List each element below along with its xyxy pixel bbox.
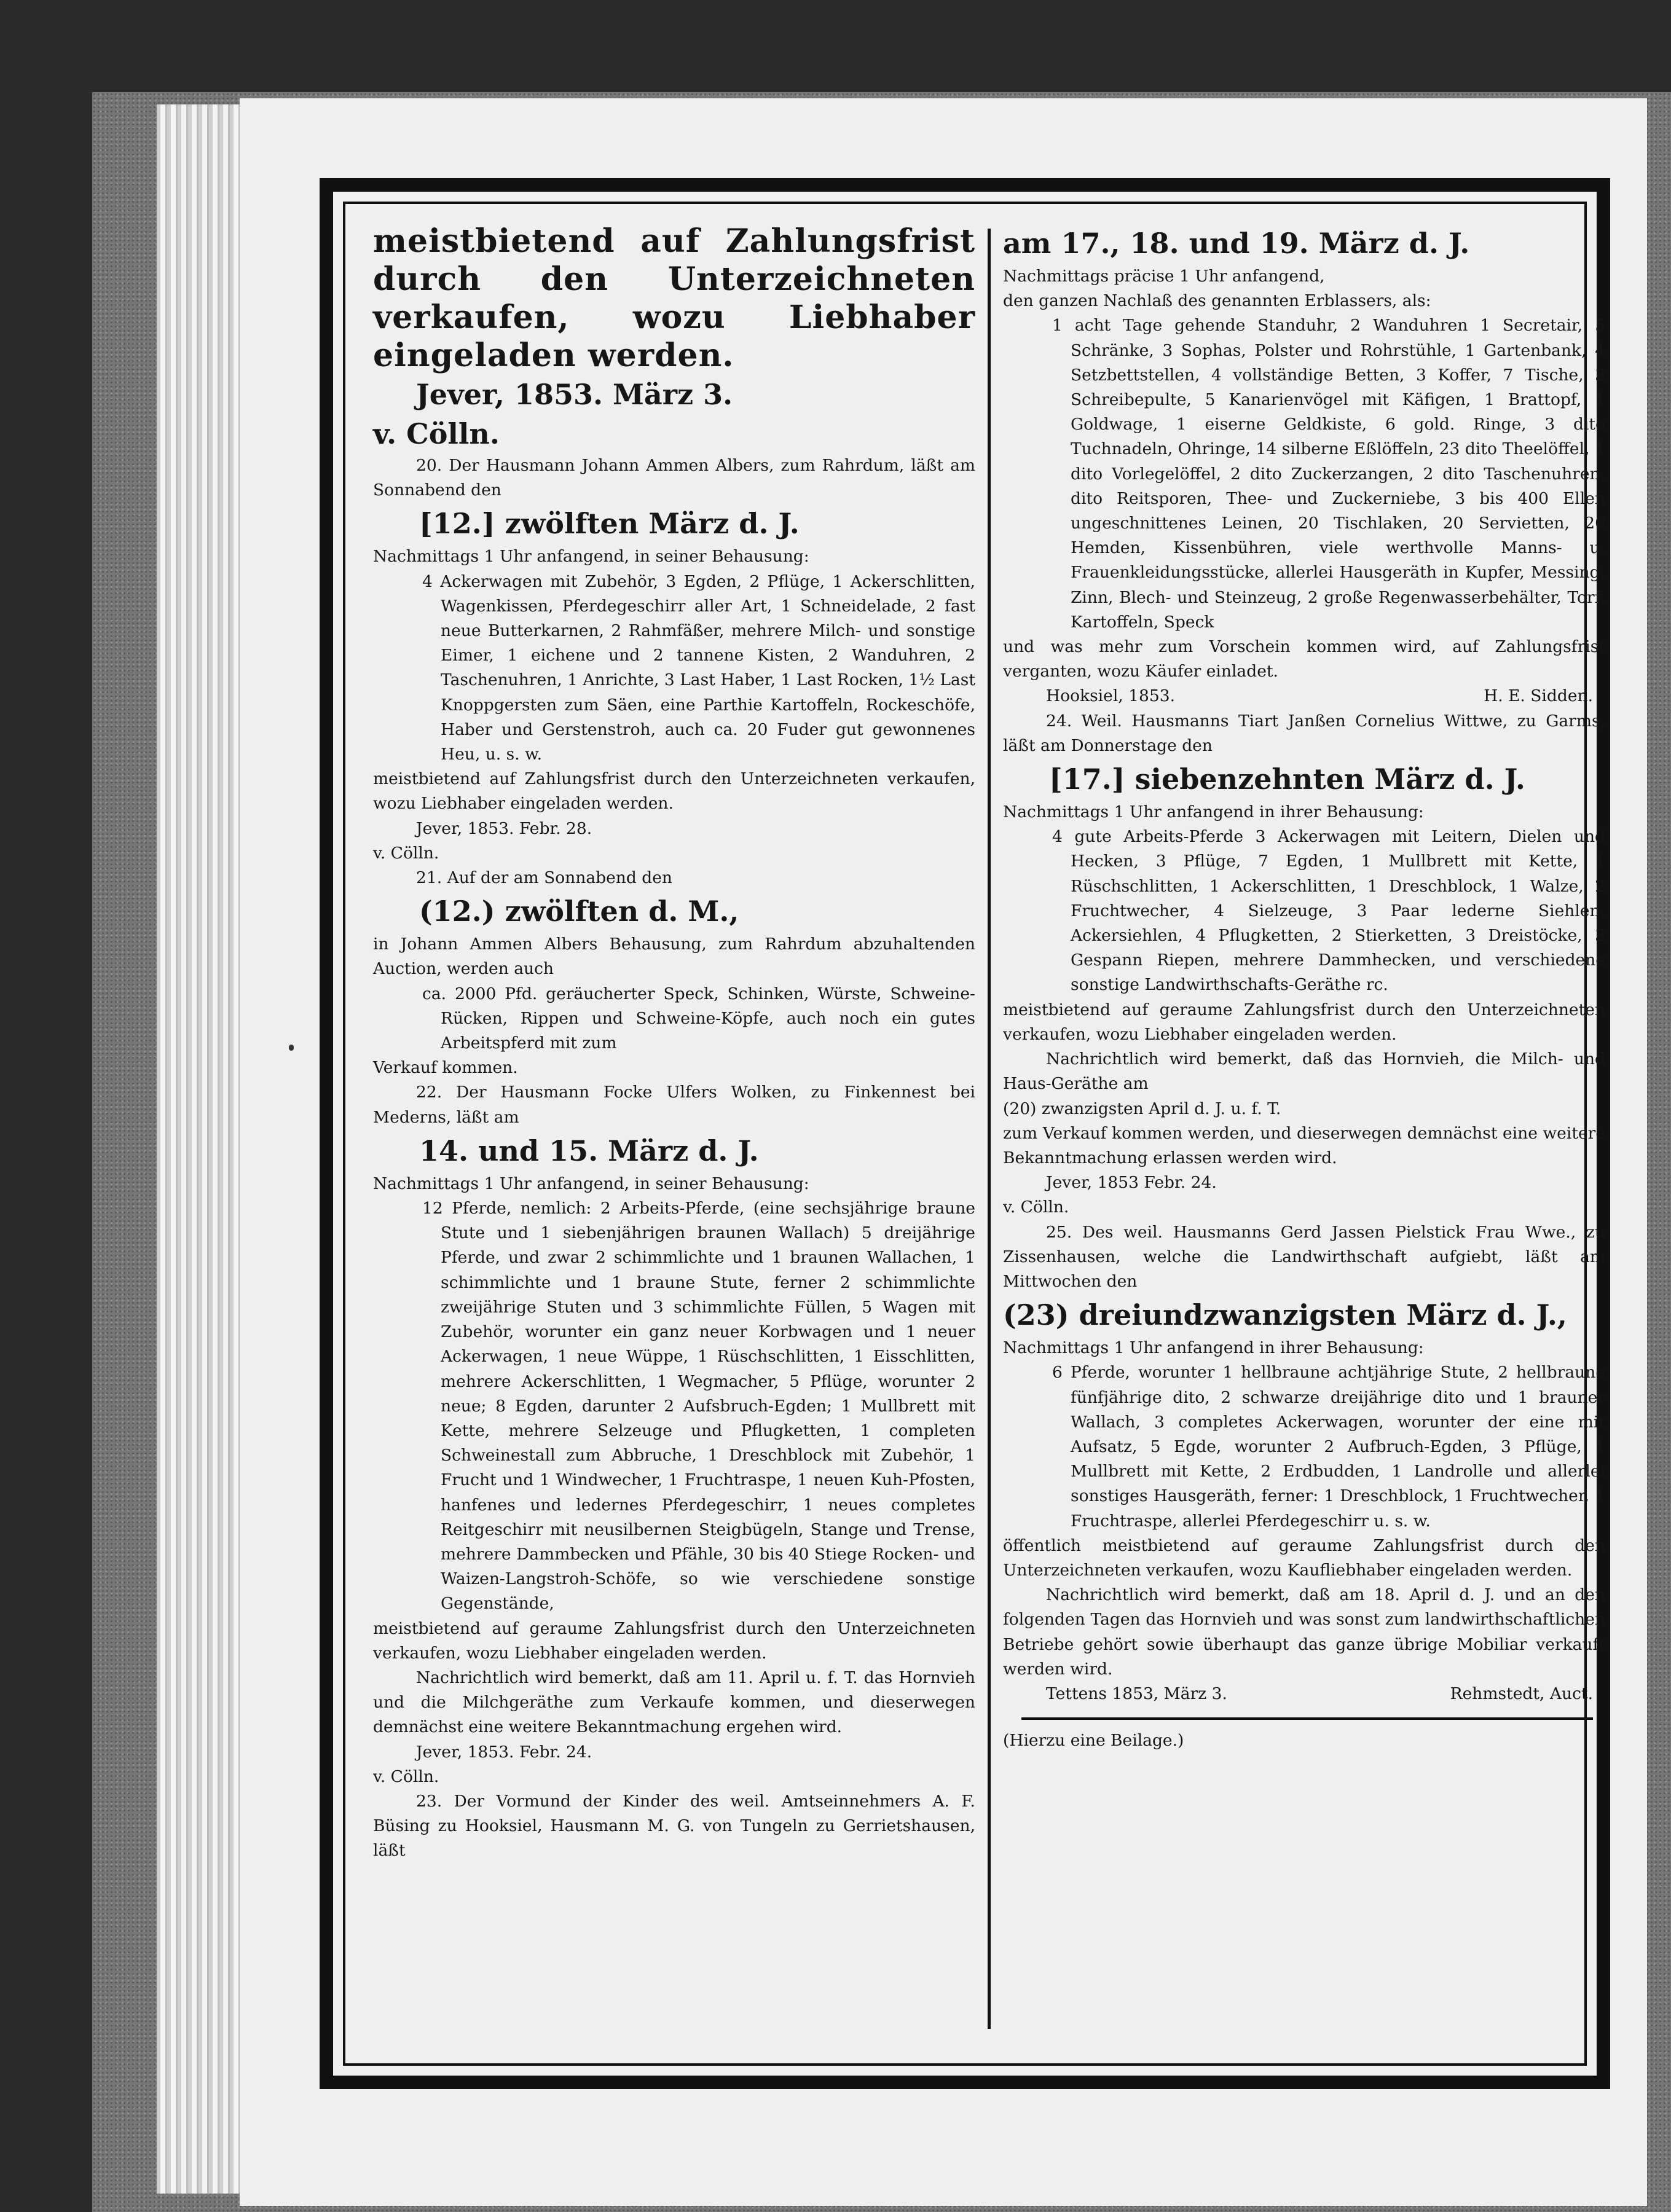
notice-25-note: Nachrichtlich wird bemerkt, daß am 18. April d. J. und an den folgenden Tagen das Hornvieh und was sonst zum landwirthschaftlichen Betriebe gehört sowie überhaupt das ganze übrige Mobiliar verkauft werden wird. bbox=[1003, 1585, 1605, 1679]
notice-25-intro: 25. Des weil. Hausmanns Gerd Jassen Pielstick Frau Wwe., zu Zissenhausen, welche die Landwirthschaft aufgiebt, läßt am Mittwochen den bbox=[1003, 1222, 1605, 1291]
notice-23-date: am 17., 18. und 19. März d. J. bbox=[1003, 227, 1470, 260]
footer-rule bbox=[1021, 1717, 1593, 1720]
notice-25-time: Nachmittags 1 Uhr anfangend in ihrer Behausung: bbox=[1003, 1338, 1424, 1358]
notice-frame bbox=[320, 178, 1610, 2089]
notice-21-items: ca. 2000 Pfd. geräucherter Speck, Schinken, Würste, Schweine-Rücken, Rippen und Schweine-Köpfe, auch noch ein gutes Arbeitspferd mit zum bbox=[422, 984, 975, 1053]
notice-22-date: 14. und 15. März d. J. bbox=[419, 1134, 759, 1167]
notice-20-place: Jever, 1853. Febr. 28. bbox=[416, 818, 592, 838]
notice-23-intro: 23. Der Vormund der Kinder des weil. Amtseinnehmers A. F. Büsing zu Hooksiel, Hausmann M. G. von Tungeln zu Gerrietshausen, läßt bbox=[373, 1791, 975, 1861]
left-column bbox=[373, 222, 975, 1864]
notice-22-intro: 22. Der Hausmann Focke Ulfers Wolken, zu Finkennest bei Mederns, läßt am bbox=[373, 1083, 975, 1127]
notice-22-end: meistbietend auf geraume Zahlungsfrist durch den Unterzeichneten verkaufen, wozu Liebhaber eingeladen werden. bbox=[373, 1618, 975, 1663]
notice-23-end: und was mehr zum Vorschein kommen wird, auf Zahlungsfrist verganten, wozu Käufer einladet. bbox=[1003, 637, 1605, 681]
notice-21-end: Verkauf kommen. bbox=[373, 1058, 518, 1078]
date-line: Jever, 1853. März 3. bbox=[416, 378, 733, 411]
notice-21-date: (12.) zwölften d. M., bbox=[419, 895, 739, 928]
notice-24-sign: v. Cölln. bbox=[1003, 1198, 1069, 1217]
column-divider bbox=[988, 229, 991, 2029]
notice-24-items: 4 gute Arbeits-Pferde 3 Ackerwagen mit Leitern, Dielen und Hecken, 3 Pflüge, 7 Egden, 1 Mullbrett mit Kette, 1 Rüschschlitten, 1 Ackerschlitten, 1 Dreschblock, 1 Walze, 2 Fruchtwecher, 4 Sielzeuge, 3 Paar lederne Siehlen, Ackersiehlen, 4 Pflugketten, 2 Stierketten, 3 Dreistöcke, 3 Gespann Riepen, mehrere Dammhecken, und verschiedene sonstige Landwirthschafts-Geräthe rc. bbox=[1052, 827, 1605, 995]
notice-22-time: Nachmittags 1 Uhr anfangend, in seiner Behausung: bbox=[373, 1174, 809, 1193]
notice-23-signoff bbox=[1003, 684, 1605, 708]
signature: v. Cölln. bbox=[373, 417, 500, 450]
notice-24-date: [17.] siebenzehnten März d. J. bbox=[1049, 763, 1525, 796]
notice-25-signoff bbox=[1003, 1682, 1605, 1706]
notice-24-place: Jever, 1853 Febr. 24. bbox=[1046, 1173, 1217, 1193]
notice-25-sign: Rehmstedt, Auct. bbox=[1450, 1684, 1593, 1703]
notice-20-end: meistbietend auf Zahlungsfrist durch den Unterzeichneten verkaufen, wozu Liebhaber eingeladen werden. bbox=[373, 769, 975, 814]
ink-spot bbox=[289, 1045, 294, 1051]
notice-23-text: den ganzen Nachlaß des genannten Erblassers, als: bbox=[1003, 291, 1431, 311]
footer-note: (Hierzu eine Beilage.) bbox=[1003, 1731, 1184, 1751]
notice-24-end: meistbietend auf geraume Zahlungsfrist durch den Unterzeichneten verkaufen, wozu Liebhaber eingeladen werden. bbox=[1003, 1000, 1605, 1044]
notice-23-items: 1 acht Tage gehende Standuhr, 2 Wanduhren 1 Secretair, 5 Schränke, 3 Sophas, Polster und Rohrstühle, 1 Gartenbank, 4 Setzbettstellen, 4 vollständige Betten, 3 Koffer, 7 Tische, 3 Schreibepulte, 5 Kanarienvögel mit Käfigen, 1 Brattopf, 1 Goldwage, 1 eiserne Geldkiste, 6 gold. Ringe, 3 dito Tuchnadeln, Ohringe, 14 silberne Eßlöffeln, 23 dito Theelöffel, 1 dito Vorlegelöffel, 2 dito Zuckerzangen, 2 dito Taschenuhren, dito Reitsporen, Thee- und Zuckerniebe, 3 bis 400 Ellen ungeschnittenes Leinen, 20 Tischlaken, 20 Servietten, 20 Hemden, Kissenbühren, viele werthvolle Manns- u. Frauenkleidungsstücke, allerlei Hausgeräth in Kupfer, Messing, Zinn, Blech- und Steinzeug, 2 große Regenwasserbehälter, Torf, Kartoffeln, Speck bbox=[1052, 316, 1605, 632]
notice-24-note: Nachrichtlich wird bemerkt, daß das Hornvieh, die Milch- und Haus-Geräthe am bbox=[1003, 1049, 1605, 1094]
notice-22-place: Jever, 1853. Febr. 24. bbox=[416, 1742, 592, 1762]
notice-22-sign: v. Cölln. bbox=[373, 1767, 439, 1786]
notice-24-note-end: zum Verkauf kommen werden, und dieserwegen demnächst eine weitere Bekanntmachung erlassen werden wird. bbox=[1003, 1123, 1605, 1167]
notice-25-end: öffentlich meistbietend auf geraume Zahlungsfrist durch den Unterzeichneten verkaufen, wozu Kaufliebhaber eingeladen werden. bbox=[1003, 1535, 1605, 1580]
notice-24-note-date: (20) zwanzigsten April d. J. u. f. T. bbox=[1003, 1099, 1281, 1118]
notice-20-sign: v. Cölln. bbox=[373, 843, 439, 863]
notice-20-intro: 20. Der Hausmann Johann Ammen Albers, zum Rahrdum, läßt am Sonnabend den bbox=[373, 456, 975, 500]
notice-inner-border bbox=[343, 202, 1605, 2066]
notice-22-note: Nachrichtlich wird bemerkt, daß am 11. April u. f. T. das Hornvieh und die Milchgeräthe zum Verkaufe kommen, und dieserwegen demnächst eine weitere Bekanntmachung ergehen wird. bbox=[373, 1668, 975, 1737]
notice-22-items: 12 Pferde, nemlich: 2 Arbeits-Pferde, (eine sechsjährige braune Stute und 1 siebenjährigen braunen Wallach) 5 dreijährige Pferde, und zwar 2 schimmlichte und 1 braunen Wallachen, 1 schimmlichte und 1 braune Stute, ferner 2 schimmlichte zweijährige Stuten und 3 schimmlichte Füllen, 5 Wagen mit Zubehör, worunter ein ganz neuer Korbwagen und 1 neuer Ackerwagen, 1 neue Wüppe, 1 Rüschschlitten, 1 Eisschlitten, mehrere Ackerschlitten, 1 Wegmacher, 5 Pflüge, worunter 2 neue; 8 Egden, darunter 2 Aufsbruch-Egden; 1 Mullbrett mit Kette, mehrere Selzeuge und Pflugketten, 1 completen Schweinestall zum Abbruche, 1 Dreschblock mit Zubehör, 1 Frucht und 1 Windwecher, 1 Fruchtraspe, 1 neuen Kuh-Pfosten, hanfenes und ledernes Pferdegeschirr, 1 neues completes Reitgeschirr mit neusilbernen Steigbügeln, Stange und Trense, mehrere Dammbecken und Pfähle, 30 bis 40 Stiege Rocken- und Waizen-Langstroh-Schöfe, so wie verschiedene sonstige Gegenstände, bbox=[422, 1199, 975, 1614]
notice-24-time: Nachmittags 1 Uhr anfangend in ihrer Behausung: bbox=[1003, 802, 1424, 822]
notice-21-intro: 21. Auf der am Sonnabend den bbox=[416, 868, 672, 888]
right-column bbox=[1003, 222, 1605, 1753]
notice-23-place: Hooksiel, 1853. bbox=[1046, 686, 1176, 706]
notice-24-intro: 24. Weil. Hausmanns Tiart Janßen Cornelius Wittwe, zu Garms, läßt am Donnerstage den bbox=[1003, 711, 1605, 755]
notice-20-items: 4 Ackerwagen mit Zubehör, 3 Egden, 2 Pflüge, 1 Ackerschlitten, Wagenkissen, Pferdegeschirr aller Art, 1 Schneidelade, 2 fast neue Butterkarnen, 2 Rahmfäßer, mehrere Milch- und sonstige Eimer, 1 eichene und 2 tannene Kisten, 2 Wanduhren, 2 Taschenuhren, 1 Anrichte, 3 Last Haber, 1 Last Rocken, 1½ Last Knoppgersten zum Säen, eine Parthie Kartoffeln, Rockeschöfe, Haber und Gerstenstroh, auch ca. 20 Fuder gut gewonnenes Heu, u. s. w. bbox=[422, 571, 975, 764]
heading-continuation: meistbietend auf Zahlungsfrist durch den Unterzeichneten verkaufen, wozu Liebhaber eingeladen werden. bbox=[373, 222, 975, 374]
notice-21-text: in Johann Ammen Albers Behausung, zum Rahrdum abzuhaltenden Auction, werden auch bbox=[373, 935, 975, 979]
notice-25-items: 6 Pferde, worunter 1 hellbraune achtjährige Stute, 2 hellbraune fünfjährige dito, 2 schwarze dreijährige dito und 1 brauner Wallach, 3 completes Ackerwagen, worunter der eine mit Aufsatz, 5 Egde, worunter 2 Aufbruch-Egden, 3 Pflüge, 1 Mullbrett mit Kette, 2 Erdbudden, 1 Landrolle und allerlei sonstiges Hausgeräth, ferner: 1 Dreschblock, 1 Fruchtwecher, 1 Fruchtraspe, allerlei Pferdegeschirr u. s. w. bbox=[1052, 1363, 1605, 1531]
notice-20-time: Nachmittags 1 Uhr anfangend, in seiner Behausung: bbox=[373, 547, 809, 567]
notice-25-date: (23) dreiundzwanzigsten März d. J., bbox=[1003, 1298, 1567, 1332]
notice-20-date: [12.] zwölften März d. J. bbox=[419, 507, 800, 541]
notice-23-time: Nachmittags präcise 1 Uhr anfangend, bbox=[1003, 267, 1325, 286]
notice-23-sign: H. E. Sidden. bbox=[1484, 686, 1593, 706]
notice-25-place: Tettens 1853, März 3. bbox=[1046, 1684, 1227, 1703]
